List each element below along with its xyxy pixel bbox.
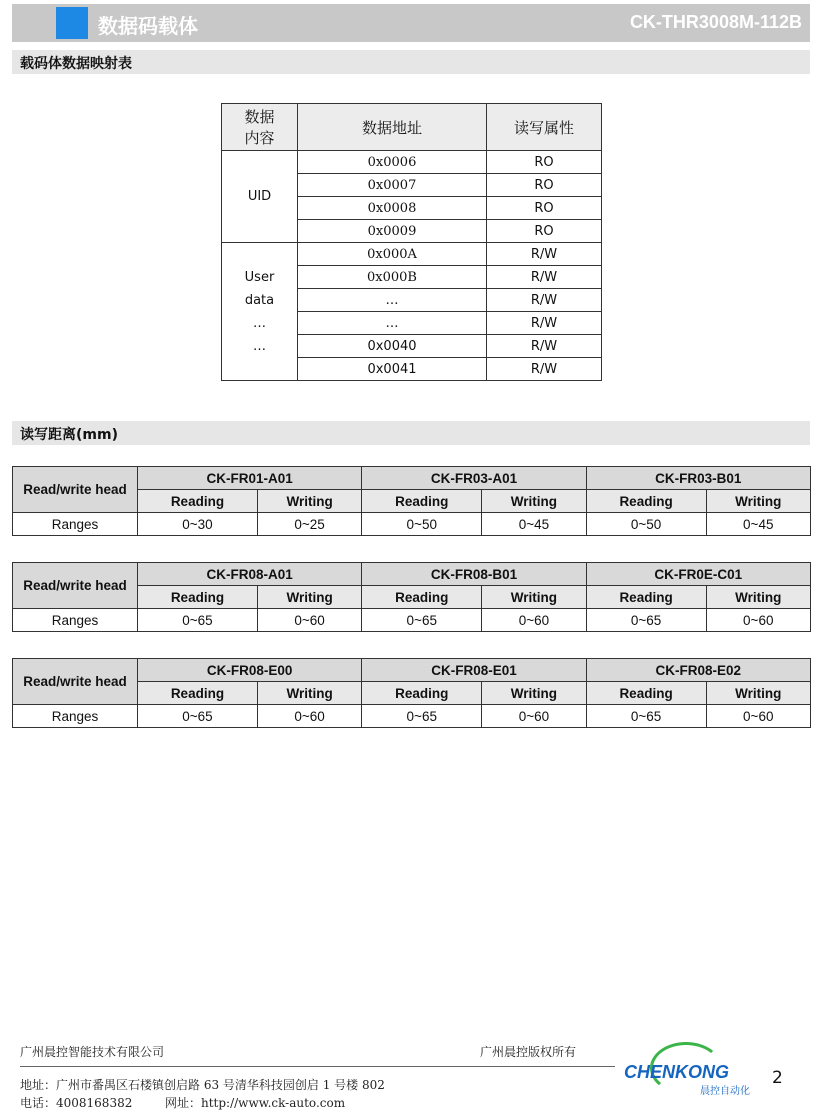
model-name: CK-FR03-B01	[586, 467, 810, 490]
address-cell: …	[298, 289, 487, 312]
rw-distance-table	[12, 562, 811, 632]
reading-header: Reading	[362, 682, 482, 705]
writing-range: 0~60	[706, 705, 810, 728]
writing-range: 0~25	[257, 513, 361, 536]
header-title: 数据码载体	[98, 14, 198, 38]
writing-range: 0~60	[257, 609, 361, 632]
read-write-head-label: Read/write head	[13, 563, 138, 609]
read-write-head-label: Read/write head	[13, 467, 138, 513]
writing-header: Writing	[482, 682, 586, 705]
writing-header: Writing	[706, 586, 810, 609]
section-title-mapping: 载码体数据映射表	[20, 56, 132, 72]
reading-header: Reading	[586, 586, 706, 609]
user-data-label: User data … …	[222, 243, 298, 381]
ranges-label: Ranges	[13, 513, 138, 536]
footer-phone: 电话：4008168382	[20, 1096, 133, 1110]
writing-range: 0~60	[482, 609, 586, 632]
attribute-cell: R/W	[487, 335, 602, 358]
writing-range: 0~45	[706, 513, 810, 536]
address-cell: 0x0007	[298, 174, 487, 197]
reading-range: 0~65	[138, 609, 258, 632]
reading-header: Reading	[362, 586, 482, 609]
address-cell: 0x0009	[298, 220, 487, 243]
logo-text: CHENKONG	[624, 1062, 730, 1082]
header-doc-code: CK-THR3008M-112B	[629, 12, 802, 32]
reading-range: 0~65	[362, 609, 482, 632]
ranges-label: Ranges	[13, 705, 138, 728]
writing-header: Writing	[482, 490, 586, 513]
footer-website: 网址：http://www.ck-auto.com	[165, 1096, 346, 1110]
reading-header: Reading	[586, 682, 706, 705]
model-name: CK-FR03-A01	[362, 467, 586, 490]
writing-range: 0~60	[706, 609, 810, 632]
reading-range: 0~65	[138, 705, 258, 728]
chenkong-logo	[622, 1040, 762, 1096]
writing-range: 0~60	[482, 705, 586, 728]
column-header-attribute: 读写属性	[487, 104, 602, 151]
reading-range: 0~65	[362, 705, 482, 728]
logo-cn-text: 晨控自动化	[700, 1086, 750, 1097]
model-name: CK-FR08-B01	[362, 563, 586, 586]
writing-header: Writing	[706, 682, 810, 705]
writing-header: Writing	[257, 586, 361, 609]
footer-divider	[20, 1066, 615, 1067]
table-row	[13, 609, 811, 632]
reading-header: Reading	[138, 490, 258, 513]
footer-company: 广州晨控智能技术有限公司	[20, 1045, 165, 1059]
table-row	[222, 151, 602, 174]
rw-distance-table	[12, 466, 811, 536]
address-cell: 0x0041	[298, 358, 487, 381]
model-name: CK-FR01-A01	[138, 467, 362, 490]
table-header-row	[222, 104, 602, 151]
reading-range: 0~65	[586, 609, 706, 632]
section-bar-mapping	[12, 50, 810, 74]
page-number: 2	[772, 1068, 783, 1088]
address-cell: 0x0040	[298, 335, 487, 358]
attribute-cell: R/W	[487, 358, 602, 381]
attribute-cell: R/W	[487, 289, 602, 312]
model-name: CK-FR08-E00	[138, 659, 362, 682]
read-write-head-label: Read/write head	[13, 659, 138, 705]
attribute-cell: R/W	[487, 312, 602, 335]
attribute-cell: R/W	[487, 243, 602, 266]
address-cell: …	[298, 312, 487, 335]
uid-label: UID	[222, 151, 298, 243]
section-bar-distance	[12, 421, 810, 445]
footer-copyright: 广州晨控版权所有	[480, 1045, 577, 1059]
writing-range: 0~45	[482, 513, 586, 536]
writing-range: 0~60	[257, 705, 361, 728]
address-cell: 0x0006	[298, 151, 487, 174]
reading-range: 0~50	[586, 513, 706, 536]
attribute-cell: R/W	[487, 266, 602, 289]
table-row	[13, 513, 811, 536]
column-header-content: 数据 内容	[222, 104, 298, 151]
reading-header: Reading	[586, 490, 706, 513]
header-blue-square	[56, 7, 88, 39]
attribute-cell: RO	[487, 220, 602, 243]
ranges-label: Ranges	[13, 609, 138, 632]
address-cell: 0x000A	[298, 243, 487, 266]
writing-header: Writing	[257, 682, 361, 705]
address-cell: 0x000B	[298, 266, 487, 289]
model-name: CK-FR08-A01	[138, 563, 362, 586]
column-header-address: 数据地址	[298, 104, 487, 151]
data-mapping-table	[221, 103, 602, 381]
reading-header: Reading	[138, 682, 258, 705]
reading-header: Reading	[138, 586, 258, 609]
attribute-cell: RO	[487, 174, 602, 197]
table-row	[222, 243, 602, 266]
table-row	[13, 659, 811, 682]
writing-header: Writing	[482, 586, 586, 609]
rw-distance-table	[12, 658, 811, 728]
model-name: CK-FR08-E02	[586, 659, 810, 682]
attribute-cell: RO	[487, 151, 602, 174]
writing-header: Writing	[257, 490, 361, 513]
footer-address: 地址：广州市番禺区石楼镇创启路 63 号清华科技园创启 1 号楼 802	[20, 1078, 385, 1092]
attribute-cell: RO	[487, 197, 602, 220]
page-header	[12, 4, 810, 42]
reading-range: 0~30	[138, 513, 258, 536]
address-cell: 0x0008	[298, 197, 487, 220]
table-row	[13, 467, 811, 490]
model-name: CK-FR08-E01	[362, 659, 586, 682]
table-row	[13, 705, 811, 728]
reading-range: 0~50	[362, 513, 482, 536]
table-row	[13, 563, 811, 586]
reading-range: 0~65	[586, 705, 706, 728]
writing-header: Writing	[706, 490, 810, 513]
section-title-distance: 读写距离(mm)	[20, 427, 118, 443]
reading-header: Reading	[362, 490, 482, 513]
model-name: CK-FR0E-C01	[586, 563, 810, 586]
